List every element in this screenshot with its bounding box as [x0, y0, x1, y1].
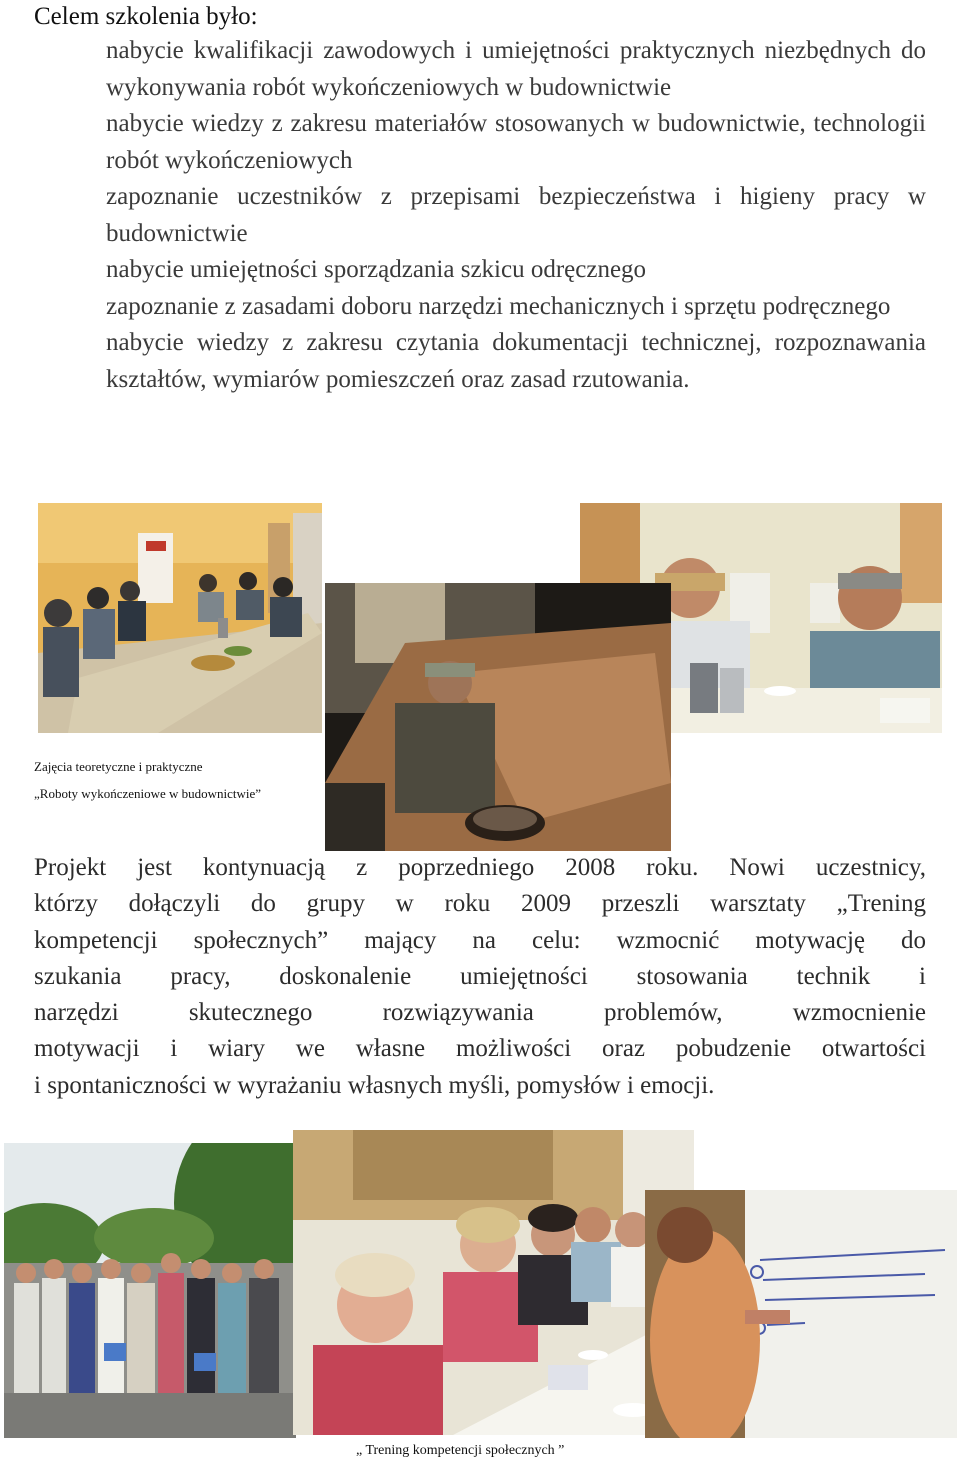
photo-training-table [293, 1130, 694, 1435]
goal-item: nabycie kwalifikacji zawodowych i umiejętności praktycznych niezbędnych do wykonywania robót wykończeniowych w budownictwie [106, 37, 926, 101]
goal-item: nabycie wiedzy z zakresu materiałów stosowanych w budownictwie, technologii robót wykończeniowych [106, 110, 926, 174]
paragraph-line: którzy dołączyli do grupy w roku 2009 przeszli warsztaty „Trening [34, 890, 926, 918]
project-paragraph [34, 850, 926, 1104]
paragraph-line: kompetencji społecznych” mający na celu: wzmocnić motywację do [34, 926, 926, 954]
paragraph-line: motywacji i wiary we własne możliwości oraz pobudzenie otwartości [34, 1035, 926, 1063]
section-heading: Celem szkolenia było: [34, 3, 258, 30]
goal-item: zapoznanie z zasadami doboru narzędzi mechanicznych i sprzętu podręcznego [106, 292, 891, 320]
photo-flipchart [645, 1190, 957, 1438]
photo-group-outdoor [4, 1143, 296, 1438]
paragraph-line: szukania pracy, doskonalenie umiejętności stosowania technik i [34, 962, 926, 990]
goal-item: zapoznanie uczestników z przepisami bezpieczeństwa i higieny pracy w budownictwie [106, 183, 926, 247]
caption-classes: Zajęcia teoretyczne i praktyczne [34, 759, 203, 774]
goal-item: nabycie umiejętności sporządzania szkicu odręcznego [106, 256, 647, 283]
goal-item: nabycie wiedzy z zakresu czytania dokumentacji technicznej, rozpoznawania kształtów, wymiarów pomieszczeń oraz zasad rzutowania. [106, 329, 926, 393]
photo-classroom-table [38, 503, 322, 733]
paragraph-line: i spontaniczności w wyrażaniu własnych myśli, pomysłów i emocji. [34, 1071, 715, 1099]
paragraph-line: narzędzi skutecznego rozwiązywania problemów, wzmocnienie [34, 999, 926, 1027]
training-goals-list [106, 33, 926, 398]
caption-course: „Roboty wykończeniowe w budownictwie” [34, 786, 262, 801]
paragraph-line: Projekt jest kontynuacją z poprzedniego 2008 roku. Nowi uczestnicy, [34, 854, 926, 881]
photo-floor-work [325, 583, 671, 851]
caption-training: „ Trening kompetencji społecznych ” [356, 1443, 565, 1458]
